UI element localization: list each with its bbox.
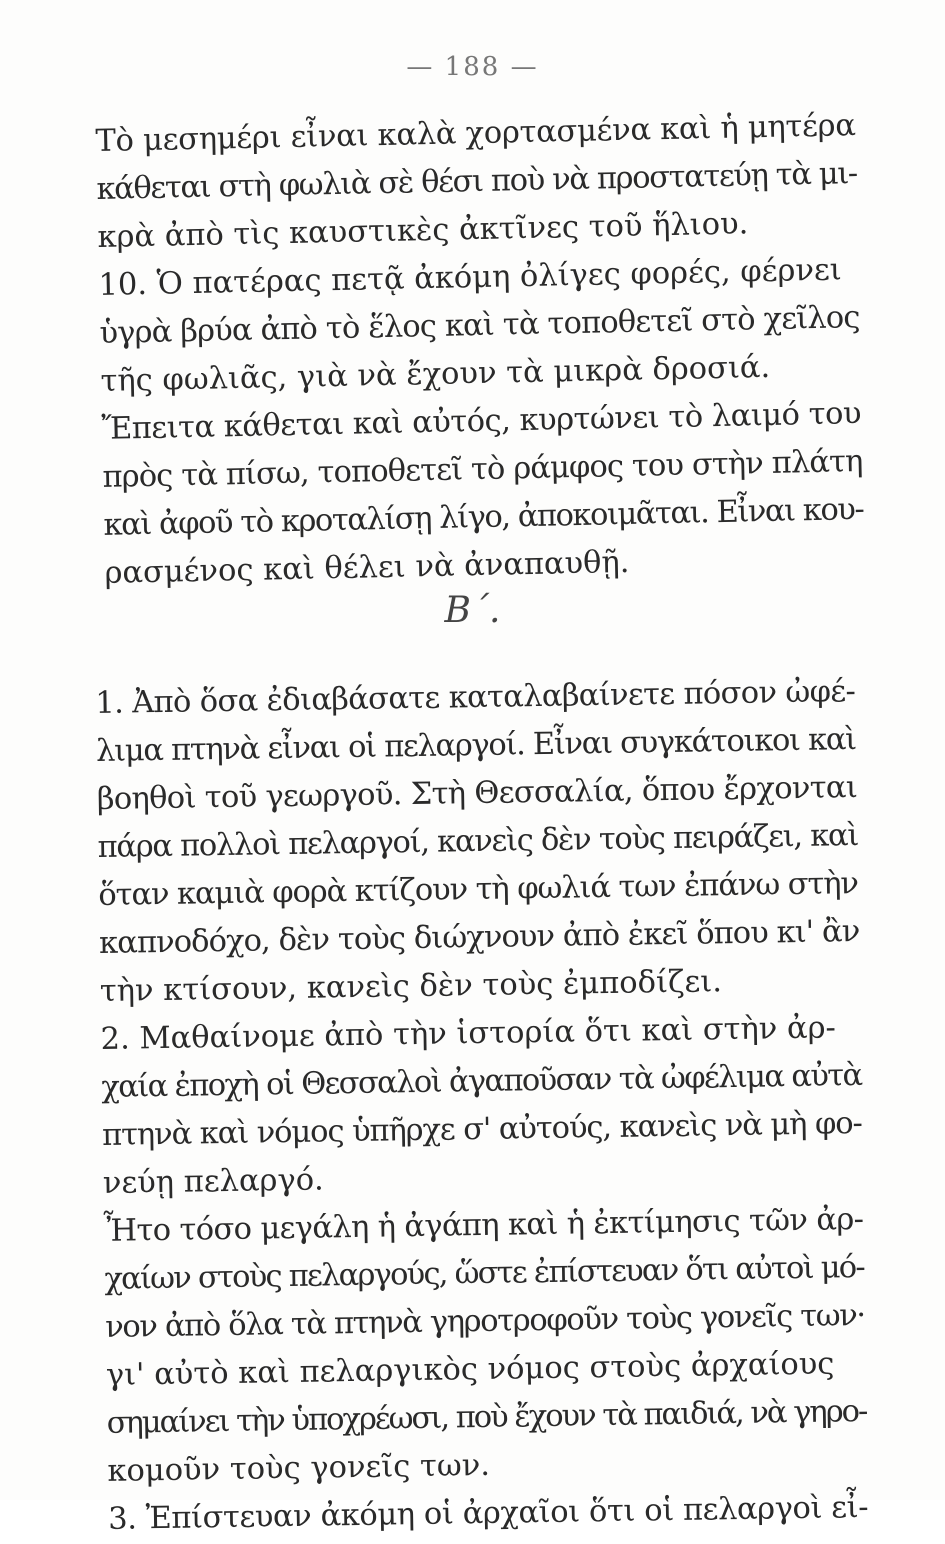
page-number: — 188 — xyxy=(406,52,539,82)
text-line: κάθεται στὴ φωλιὰ σὲ θέσι ποὺ νὰ προστατεύῃ τὰ μι- xyxy=(96,156,858,207)
text-line: 3. Ἐπίστευαν ἀκόμη οἱ ἀρχαῖοι ὅτι οἱ πελαργοὶ εἶ- xyxy=(107,1489,869,1537)
text-line: χαία ἐποχὴ οἱ Θεσσαλοὶ ἀγαποῦσαν τὰ ὠφέλιμα αὐτὰ xyxy=(101,1058,862,1105)
text-line: πτηνὰ καὶ νόμος ὑπῆρχε σ' αὐτούς, κανεὶς νὰ μὴ φο- xyxy=(101,1106,862,1153)
text-line: χαίων στοὺς πελαργούς, ὥστε ἐπίστευαν ὅτι αὐτοὶ μό- xyxy=(104,1249,865,1297)
text-line: Ἦτο τόσο μεγάλη ἡ ἀγάπη καὶ ἡ ἐκτίμησις τῶν ἀρ- xyxy=(103,1202,864,1249)
text-line: σημαίνει τὴν ὑποχρέωσι, ποὺ ἔχουν τὰ παιδιά, νὰ γηρο- xyxy=(106,1393,867,1441)
text-line: τὴν κτίσουν, κανεὶς δὲν τοὺς ἐμποδίζει. xyxy=(99,964,723,1009)
text-line: 1. Ἀπὸ ὅσα ἐδιαβάσατε καταλαβαίνετε πόσον ὠφέ- xyxy=(95,674,856,721)
text-line: βοηθοὶ τοῦ γεωργοῦ. Στὴ Θεσσαλία, ὅπου ἔρχονται xyxy=(96,770,858,817)
text-line: γι' αὐτὸ καὶ πελαργικὸς νόμος στοὺς ἀρχαίους xyxy=(105,1346,835,1393)
text-line: κρὰ ἀπὸ τὶς καυστικὲς ἀκτῖνες τοῦ ἥλιου. xyxy=(97,206,749,255)
text-line: πρὸς τὰ πίσω, τοποθετεῖ τὸ ράμφος του στὴν πλάτη xyxy=(102,444,863,495)
text-line: ρασμένος καὶ θέλει νὰ ἀναπαυθῇ. xyxy=(104,544,630,591)
text-line: νεύῃ πελαργό. xyxy=(102,1162,325,1201)
text-line: καπνοδόχο, δὲν τοὺς διώχνουν ἀπὸ ἐκεῖ ὅπου κι' ἂν xyxy=(98,914,860,961)
text-line: Ἔπειτα κάθεται καὶ αὐτός, κυρτώνει τὸ λαιμό του xyxy=(101,396,862,447)
text-line: τῆς φωλιᾶς, γιὰ νὰ ἔχουν τὰ μικρὰ δροσιά. xyxy=(100,349,771,399)
text-line: κομοῦν τοὺς γονεῖς των. xyxy=(107,1447,491,1489)
text-line: λιμα πτηνὰ εἶναι οἱ πελαργοί. Εἶναι συγκάτοικοι καὶ xyxy=(95,722,857,769)
text-line: 10. Ὁ πατέρας πετᾷ ἀκόμη ὀλίγες φορές, φέρνει xyxy=(98,252,843,303)
text-line: καὶ ἀφοῦ τὸ κροταλίσῃ λίγο, ἀποκοιμᾶται. Εἶναι κου- xyxy=(103,492,864,543)
text-line: Τὸ μεσημέρι εἶναι καλὰ χορτασμένα καὶ ἡ μητέρα xyxy=(95,108,856,159)
text-line: ὅταν καμιὰ φορὰ κτίζουν τὴ φωλιά των ἐπάνω στὴν xyxy=(98,866,859,913)
text-line: νον ἀπὸ ὅλα τὰ πτηνὰ γηροτροφοῦν τοὺς γονεῖς των· xyxy=(104,1297,866,1345)
text-line: 2. Μαθαίνομε ἀπὸ τὴν ἱστορία ὅτι καὶ στὴν ἀρ- xyxy=(100,1010,837,1057)
text-line: ὑγρὰ βρύα ἀπὸ τὸ ἕλος καὶ τὰ τοποθετεῖ στὸ χεῖλος xyxy=(99,300,860,351)
section-b-title: Β΄. xyxy=(444,590,501,631)
section-b-text xyxy=(95,668,868,1544)
section-a-text xyxy=(95,102,865,598)
text-line: πάρα πολλοὶ πελαργοί, κανεὶς δὲν τοὺς πειράζει, καὶ xyxy=(97,818,859,865)
